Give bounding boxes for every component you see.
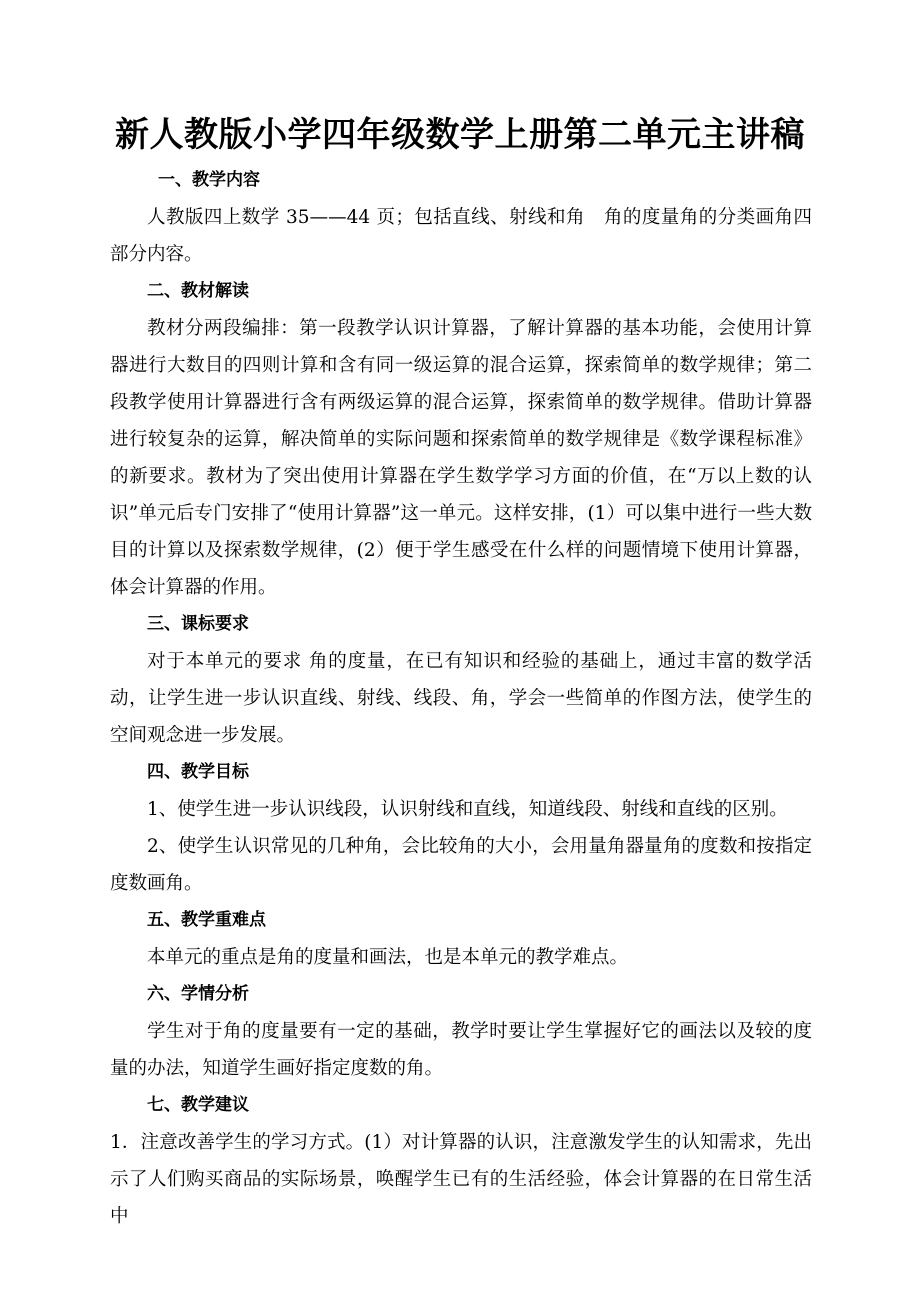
section-4-paragraph-1: 1、使学生进一步认识线段，认识射线和直线，知道线段、射线和直线的区别。 (147, 799, 788, 820)
section-heading-5: 五、教学重难点 (147, 910, 266, 930)
section-heading-3: 三、课标要求 (147, 614, 249, 634)
document-title: 新人教版小学四年级数学上册第二单元主讲稿 (115, 115, 805, 155)
document-body (110, 162, 812, 1235)
section-heading-4: 四、教学目标 (147, 762, 249, 782)
section-1-paragraph-1: 人教版四上数学 35——44 页；包括直线、射线和角 角的度量角的分类画角四部分内容。 (110, 207, 812, 265)
section-2-paragraph-1: 教材分两段编排：第一段教学认识计算器，了解计算器的基本功能，会使用计算器进行大数目的四则计算和含有同一级运算的混合运算，探索简单的数学规律；第二段教学使用计算器进行含有两级运算的混合运算，探索简单的数学规律。借助计算器进行较复杂的运算，解决简单的实际问题和探索简单的数学规律是《数学课程标准》的新要求。教材为了突出使用计算器在学生数学学习方面的价值，在“万以上数的认识”单元后专门安排了“使用计算器”这一单元。这样安排，(1）可以集中进行一些大数目的计算以及探索数学规律，(2）便于学生感受在什么样的问题情境下使用计算器，体会计算器的作用。 (110, 318, 812, 598)
section-6-paragraph-1: 学生对于角的度量要有一定的基础，教学时要让学生掌握好它的画法以及较的度量的办法，知道学生画好指定度数的角。 (110, 1021, 812, 1079)
section-heading-6: 六、学情分析 (147, 984, 249, 1004)
section-heading-1: 一、教学内容 (158, 170, 260, 190)
section-4-paragraph-2: 2、使学生认识常见的几种角，会比较角的大小，会用量角器量角的度数和按指定度数画角。 (110, 836, 812, 894)
section-5-paragraph-1: 本单元的重点是角的度量和画法，也是本单元的教学难点。 (147, 947, 629, 968)
section-3-paragraph-1: 对于本单元的要求 角的度量，在已有知识和经验的基础上，通过丰富的数学活动，让学生进一步认识直线、射线、线段、角，学会一些简单的作图方法，使学生的空间观念进一步发展。 (110, 651, 812, 746)
section-heading-2: 二、教材解读 (147, 281, 249, 301)
section-7-paragraph-1: 1．注意改善学生的学习方式。(1）对计算器的认识，注意激发学生的认知需求，先出示了人们购买商品的实际场景，唤醒学生已有的生活经验，体会计算器的在日常生活中 (110, 1132, 812, 1227)
section-heading-7: 七、教学建议 (147, 1095, 249, 1115)
